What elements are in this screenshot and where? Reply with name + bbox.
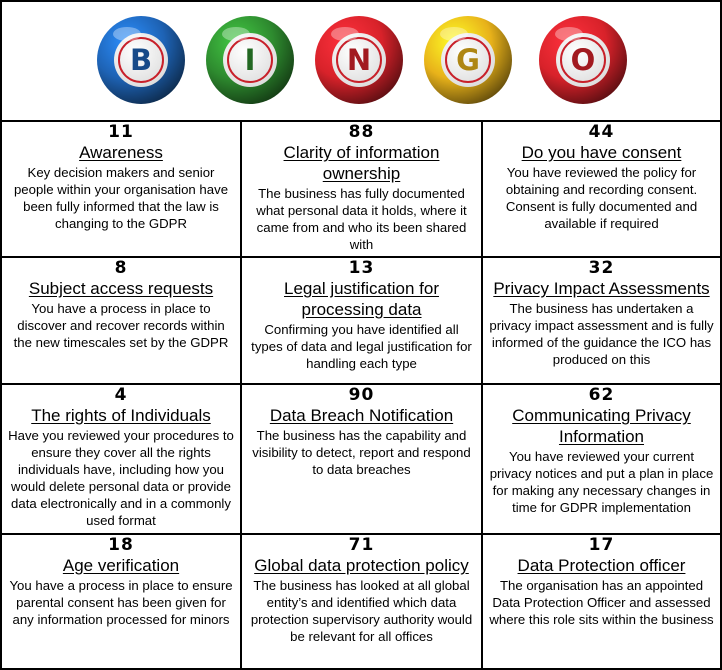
grid-divider [2,256,720,258]
square-title: Age verification [62,556,180,575]
square-description: The business has looked at all global entity’s and identified which data protection supervisory authority would be relevant for all offices [250,578,473,644]
ball-letter: I [244,43,256,77]
ball-gloss [440,27,468,41]
square-number: 32 [588,258,615,278]
square-number: 44 [588,122,615,142]
square-title: Privacy Impact Assessments [493,279,710,298]
ball-letter: N [346,43,372,77]
square-description: The business has the capability and visibility to detect, report and respond to data breaches [252,428,471,477]
square-title: Do you have consent [521,143,682,162]
square-title: Subject access requests [28,279,214,298]
ball-letter: B [129,43,153,77]
ball-graphic [422,14,514,106]
square-number: 4 [114,385,128,405]
bingo-square [2,258,240,383]
square-title: The rights of Individuals [31,406,211,425]
bingo-square [2,385,240,533]
ball-letter: G [456,43,480,77]
square-description: Key decision makers and senior people within your organisation have been fully informed that the law is changing to the GDPR [13,165,229,231]
square-title: Awareness [79,143,163,162]
grid-divider [481,122,483,668]
square-description: You have reviewed the policy for obtaining and recording consent. Consent is fully documented and available if required [505,165,698,231]
ball-gloss [331,27,359,41]
bingo-ball-g [422,14,514,106]
bingo-ball-i [204,14,296,106]
square-description: You have a process in place to ensure parental consent has been given for any information processed for minors [9,578,233,627]
bingo-header [0,0,722,120]
square-description: You have a process in place to discover and recover records within the new timescales set by the GDPR [13,301,229,350]
ball-graphic [313,14,405,106]
ball-gloss [222,27,250,41]
bingo-square [2,535,240,668]
bingo-square [242,258,481,383]
ball-graphic [537,14,629,106]
bingo-square [242,385,481,533]
square-description: You have reviewed your current privacy notices and put a plan in place for making any necessary changes in time for GDPR implementation [489,449,714,515]
bingo-square [483,535,720,668]
square-title: Data Breach Notification [269,406,454,425]
grid-divider [2,383,720,385]
square-number: 11 [108,122,134,142]
square-title: Global data protection policy [254,556,469,575]
square-number: 71 [348,535,375,555]
square-number: 18 [108,535,134,555]
bingo-square [242,535,481,668]
ball-gloss [113,27,141,41]
bingo-ball-b [95,14,187,106]
square-number: 17 [588,535,615,555]
bingo-ball-o [537,14,629,106]
ball-letter: O [570,43,596,77]
square-number: 13 [348,258,375,278]
square-number: 90 [348,385,375,405]
square-description: The organisation has an appointed Data Protection Officer and assessed where this role sits within the business [489,578,714,627]
square-title: Legal justification for processing data [284,279,439,319]
grid-divider [2,533,720,535]
square-description: Have you reviewed your procedures to ensure they cover all the rights individuals have, including how you would delete personal data or provide data electronically and in a commonly used format [8,428,234,528]
ball-graphic [204,14,296,106]
square-number: 62 [588,385,615,405]
square-description: The business has undertaken a privacy impact assessment and is fully informed of the guidance the ICO has produced on this [489,301,714,367]
bingo-square [483,258,720,383]
square-description: Confirming you have identified all types of data and legal justification for handling each type [251,322,472,371]
ball-gloss [555,27,583,41]
square-title: Data Protection officer [517,556,686,575]
square-number: 8 [114,258,128,278]
ball-graphic [95,14,187,106]
bingo-square [2,122,240,256]
square-title: Clarity of information ownership [283,143,440,183]
square-title: Communicating Privacy Information [512,406,691,446]
bingo-card-grid [0,120,722,670]
square-number: 88 [348,122,375,142]
bingo-square [483,122,720,256]
grid-divider [240,122,242,668]
bingo-ball-n [313,14,405,106]
bingo-square [242,122,481,256]
square-description: The business has fully documented what personal data it holds, where it came from and who its been shared with [256,186,467,252]
bingo-square [483,385,720,533]
